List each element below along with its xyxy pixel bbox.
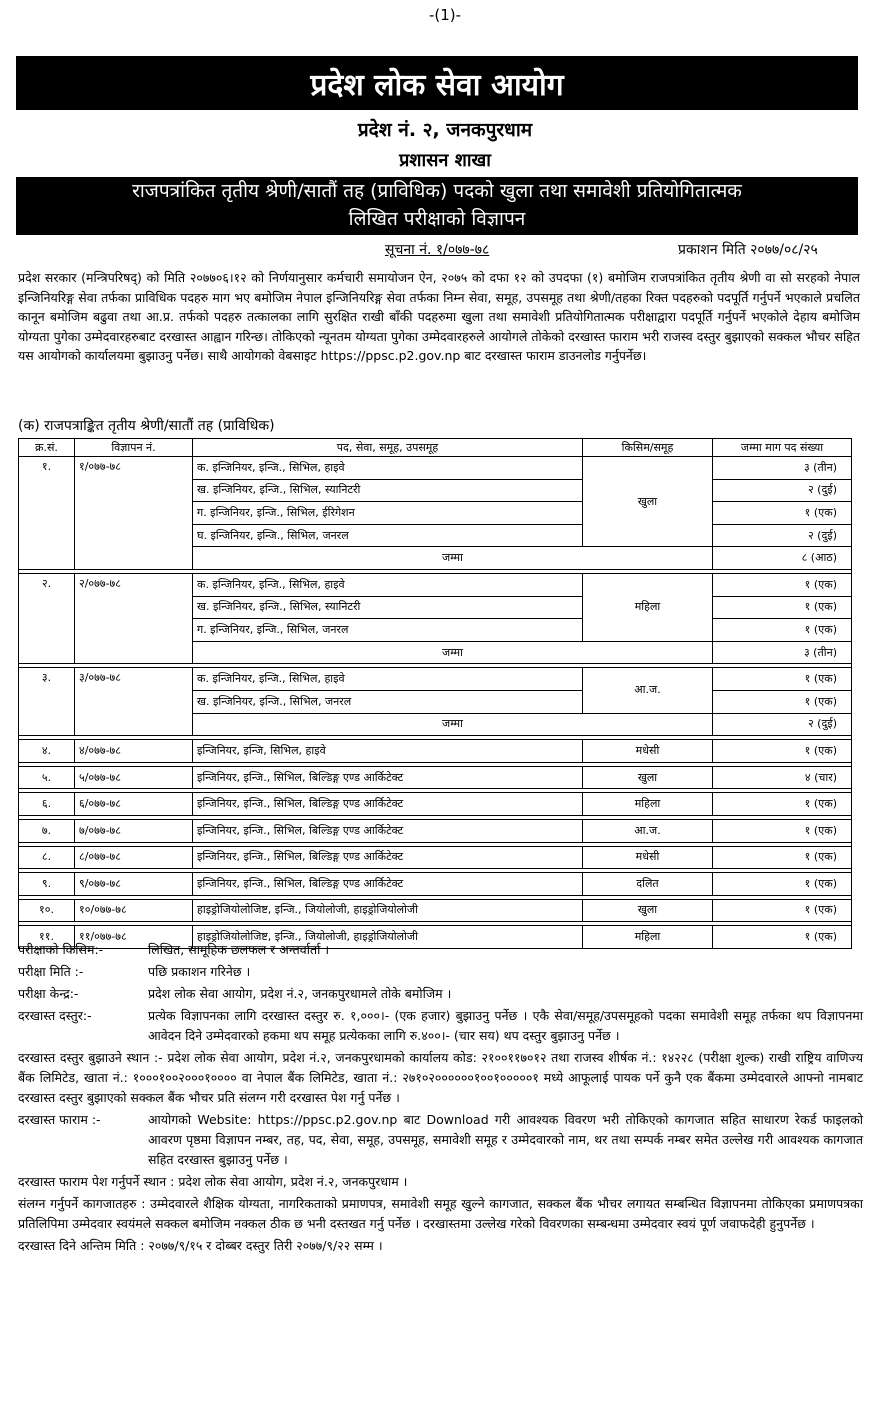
post-name: ख. इन्जिनियर, इन्जि., सिभिल, जनरल [193,690,583,713]
serial-number: ९. [19,873,75,896]
title-line-2: लिखित परीक्षाको विज्ञापन [348,208,526,230]
page-number: -(1)- [428,6,462,24]
post-count: ३ (तीन) [713,457,852,480]
serial-number: ११. [19,926,75,949]
post-count: १ (एक) [713,619,852,642]
post-count: १ (एक) [713,793,852,816]
post-name: इन्जिनियर, इन्जि., सिभिल, बिल्डिङ्ग एण्ड आर्किटेक्ट [193,846,583,869]
exam-type-label: परीक्षाको किसिम:- [18,942,104,957]
post-name: क. इन्जिनियर, इन्जि., सिभिल, हाइवे [193,573,583,596]
post-name: क. इन्जिनियर, इन्जि., सिभिल, हाइवे [193,668,583,691]
post-count: १ (एक) [713,926,852,949]
category: मधेसी [583,846,713,869]
form-value: आयोगको Website: https://ppsc.p2.gov.np बाट Download गरी आवश्यक विवरण भरी तोकिएको कागजात सहित साधारण रेकर्ड फाइलको आवरण पृष्ठमा विज्ञापन नम्बर, तह, पद, सेवा, समूह, उपसमूह, समावेशी समूह र उम्मेदवारको नाम, थर तथा सम्पर्क नम्बर समेत उल्लेख गरी आवश्यक कागजात सहित दरखास्त बुझाउनु पर्नेछ । [148,1112,863,1167]
organization-banner: प्रदेश लोक सेवा आयोग [16,56,858,110]
serial-number: ४. [19,740,75,763]
table-row [19,873,852,896]
header-category: किसिम/समूह [583,439,713,457]
post-count: १ (एक) [713,899,852,922]
posts-table-body [19,457,852,949]
post-count: १ (एक) [713,740,852,763]
post-count: १ (एक) [713,873,852,896]
serial-number: २. [19,573,75,663]
advertisement-number: २/०७७-७८ [75,573,193,663]
table-row [19,793,852,816]
serial-number: ७. [19,819,75,842]
advertisement-number: १/०७७-७८ [75,457,193,570]
fee-label: दरखास्त दस्तुर:- [18,1008,92,1023]
total-count: ३ (तीन) [713,641,852,664]
table-row [19,457,852,480]
advertisement-number: ३/०७७-७८ [75,668,193,736]
category: आ.ज. [583,819,713,842]
exam-center-label: परीक्षा केन्द्र:- [18,986,79,1001]
post-count: १ (एक) [713,573,852,596]
exam-type-row [18,940,863,960]
exam-details [18,940,863,1258]
notice-number: सूचना नं. १/०७७-७८ [385,242,490,258]
deadline: दरखास्त दिने अन्तिम मिति : २०७७/९/१५ र दोब्बर दस्तुर तिरी २०७७/९/२२ सम्म । [18,1238,383,1253]
post-name: ख. इन्जिनियर, इन्जि., सिभिल, स्यानिटरी [193,479,583,502]
serial-number: ८. [19,846,75,869]
table-row [19,766,852,789]
table-row [19,819,852,842]
publication-date: प्रकाशन मिति २०७७/०८/२५ [678,242,818,258]
post-count: ४ (चार) [713,766,852,789]
serial-number: १०. [19,899,75,922]
post-count: १ (एक) [713,690,852,713]
serial-number: ३. [19,668,75,736]
post-name: हाइड्रोजियोलोजिष्ट, इन्जि., जियोलोजी, हाइड्रोजियोलोजी [193,926,583,949]
category: खुला [583,457,713,547]
category: आ.ज. [583,668,713,713]
fee-row [18,1006,863,1046]
title-line-1: राजपत्रांकित तृतीय श्रेणी/सातौं तह (प्राविधिक) पदको खुला तथा समावेशी प्रतियोगितात्मक [132,180,742,202]
submit-place: दरखास्त फाराम पेश गर्नुपर्ने स्थान : प्रदेश लोक सेवा आयोग, प्रदेश नं.२, जनकपुरधाम । [18,1174,408,1189]
advertisement-number: ८/०७७-७८ [75,846,193,869]
serial-number: ६. [19,793,75,816]
post-count: १ (एक) [713,819,852,842]
post-name: इन्जिनियर, इन्जि, सिभिल, हाइवे [193,740,583,763]
advertisement-number: ७/०७७-७८ [75,819,193,842]
advertisement-number: ६/०७७-७८ [75,793,193,816]
post-name: क. इन्जिनियर, इन्जि., सिभिल, हाइवे [193,457,583,480]
advertisement-number: ४/०७७-७८ [75,740,193,763]
exam-date-row [18,962,863,982]
advertisement-number: ५/०७७-७८ [75,766,193,789]
post-count: १ (एक) [713,502,852,525]
advertisement-number: १०/०७७-७८ [75,899,193,922]
table-row [19,573,852,596]
category: महिला [583,926,713,949]
form-label: दरखास्त फाराम :- [18,1112,101,1127]
intro-paragraph: प्रदेश सरकार (मन्त्रिपरिषद्) को मिति २०७७०६।१२ को निर्णयानुसार कर्मचारी समायोजन ऐन, २०७५ को दफा १२ को उपदफा (१) बमोजिम राजपत्रांकित तृतीय श्रेणी वा सो सरहको नेपाल इन्जिनियरिङ्ग सेवा तर्फका प्राविधिक पदहरु माग भए बमोजिम नेपाल इन्जिनियरिङ्ग सेवा तर्फका निम्न सेवा, समूह, उपसमूह तथा श्रेणी/तहका रिक्त पदहरुको पदपूर्ति गर्नुपर्ने भएकाले प्रचलित कानून बमोजिम बढुवा तथा आ.प्र. तर्फको पदहरु तत्कालका लागि सुरक्षित राखी बाँकी पदहरुमा खुला तथा समावेशी प्रतियोगितात्मक परीक्षाद्वारा पदपूर्ति गर्नुपर्ने भएकोले देहाय बमोजिम योग्यता पुगेका उम्मेदवारहरुबाट दरखास्त आह्वान गरिन्छ। तोकिएको न्यूनतम योग्यता पुगेका उम्मेदवारहरुले आयोगले तोकेको दरखास्त फाराम भरी राजस्व दस्तुर बुझाएको सक्कल भौचर सहित यस आयोगको कार्यालयमा बुझाउनु पर्नेछ। साथै आयोगको वेबसाइट https://ppsc.p2.gov.np बाट दरखास्त फाराम डाउनलोड गर्नुपर्नेछ। [18,270,860,364]
total-label: जम्मा [193,713,713,736]
post-count: १ (एक) [713,596,852,619]
exam-center-value: प्रदेश लोक सेवा आयोग, प्रदेश नं.२, जनकपुरधामले तोके बमोजिम । [148,986,452,1001]
advertisement-number: ११/०७७-७८ [75,926,193,949]
post-name: हाइड्रोजियोलोजिष्ट, इन्जि., जियोलोजी, हाइड्रोजियोलोजी [193,899,583,922]
post-count: १ (एक) [713,846,852,869]
table-row [19,740,852,763]
table-row [19,668,852,691]
post-name: ग. इन्जिनियर, इन्जि., सिभिल, ईरिगेशन [193,502,583,525]
header-adv-no: विज्ञापन नं. [75,439,193,457]
fee-place: दरखास्त दस्तुर बुझाउने स्थान :- प्रदेश लोक सेवा आयोग, प्रदेश नं.२, जनकपुरधामको कार्यालय कोड: २१००११७०१२ तथा राजस्व शीर्षक नं.: १४२२८ (परीक्षा शुल्क) राखी राष्ट्रिय वाणिज्य बैंक लिमिटेड, खाता नं.: १०००१००२०००१०००० वा नेपाल बैंक लिमिटेड, खाता नं.: २७१०२००००००१००१०००००१ मध्ये आफूलाई पायक पर्ने कुनै एक बैंकमा उम्मेदवारले आफ्नो नामबाट दरखास्त दस्तुर बुझाएको सक्कल बैंक भौचर प्रति संलग्न गरी दरखास्त पेश गर्नु पर्नेछ । [18,1050,863,1105]
serial-number: १. [19,457,75,570]
total-count: २ (दुई) [713,713,852,736]
total-label: जम्मा [193,641,713,664]
exam-center-row [18,984,863,1004]
category: महिला [583,573,713,641]
branch-heading: प्रशासन शाखा [399,150,491,171]
post-name: इन्जिनियर, इन्जि., सिभिल, बिल्डिङ्ग एण्ड आर्किटेक्ट [193,819,583,842]
header-post: पद, सेवा, समूह, उपसमूह [193,439,583,457]
post-name: ख. इन्जिनियर, इन्जि., सिभिल, स्यानिटरी [193,596,583,619]
total-label: जम्मा [193,547,713,570]
category: दलित [583,873,713,896]
post-count: २ (दुई) [713,524,852,547]
post-name: ग. इन्जिनियर, इन्जि., सिभिल, जनरल [193,619,583,642]
category: खुला [583,899,713,922]
province-heading: प्रदेश नं. २, जनकपुरधाम [357,119,533,141]
serial-number: ५. [19,766,75,789]
category: महिला [583,793,713,816]
post-count: १ (एक) [713,668,852,691]
post-name: इन्जिनियर, इन्जि., सिभिल, बिल्डिङ्ग एण्ड आर्किटेक्ट [193,873,583,896]
exam-date-value: पछि प्रकाशन गरिनेछ । [148,964,251,979]
header-count: जम्मा माग पद संख्या [713,439,852,457]
table-row [19,899,852,922]
fee-value: प्रत्येक विज्ञापनका लागि दरखास्त दस्तुर रु. १,०००।- (एक हजार) बुझाउनु पर्नेछ । एकै सेवा/समूह/उपसमूहको पदका समावेशी समूह तर्फका थप विज्ञापनमा आवेदन दिने उम्मेदवारको हकमा थप समूह प्रत्येकका लागि रु.४००।- (चार सय) थप दस्तुर बुझाउनु पर्नेछ । [148,1008,863,1043]
section-heading: (क) राजपत्राङ्कित तृतीय श्रेणी/सातौं तह (प्राविधिक) [18,418,275,434]
advertisement-title [16,177,858,235]
total-count: ८ (आठ) [713,547,852,570]
exam-type-value: लिखित, सामूहिक छलफल र अन्तर्वार्ता । [148,942,330,957]
category: खुला [583,766,713,789]
form-row [18,1110,863,1170]
category: मधेसी [583,740,713,763]
post-name: घ. इन्जिनियर, इन्जि., सिभिल, जनरल [193,524,583,547]
table-row [19,846,852,869]
post-name: इन्जिनियर, इन्जि., सिभिल, बिल्डिङ्ग एण्ड आर्किटेक्ट [193,793,583,816]
post-name: इन्जिनियर, इन्जि., सिभिल, बिल्डिङ्ग एण्ड आर्किटेक्ट [193,766,583,789]
post-count: २ (दुई) [713,479,852,502]
header-sn: क्र.सं. [19,439,75,457]
attachments: संलग्न गर्नुपर्ने कागजातहरु : उम्मेदवारले शैक्षिक योग्यता, नागरिकताको प्रमाणपत्र, समावेशी समूह खुल्ने कागजात, सक्कल बैंक भौचर लगायत सम्बन्धित विज्ञापनमा तोकिएका प्रमाणपत्रका प्रतिलिपिमा उम्मेदवार स्वयंमले सक्कल बमोजिम नक्कल ठीक छ भनी दस्तखत गर्नु पर्नेछ । दरखास्तमा उल्लेख गरेको विवरणका सम्बन्धमा उम्मेदवार स्वयं पूर्ण जवाफदेही हुनुपर्नेछ । [18,1196,863,1231]
posts-table [18,438,852,949]
exam-date-label: परीक्षा मिति :- [18,964,84,979]
table-header-row [19,439,852,457]
advertisement-number: ९/०७७-७८ [75,873,193,896]
